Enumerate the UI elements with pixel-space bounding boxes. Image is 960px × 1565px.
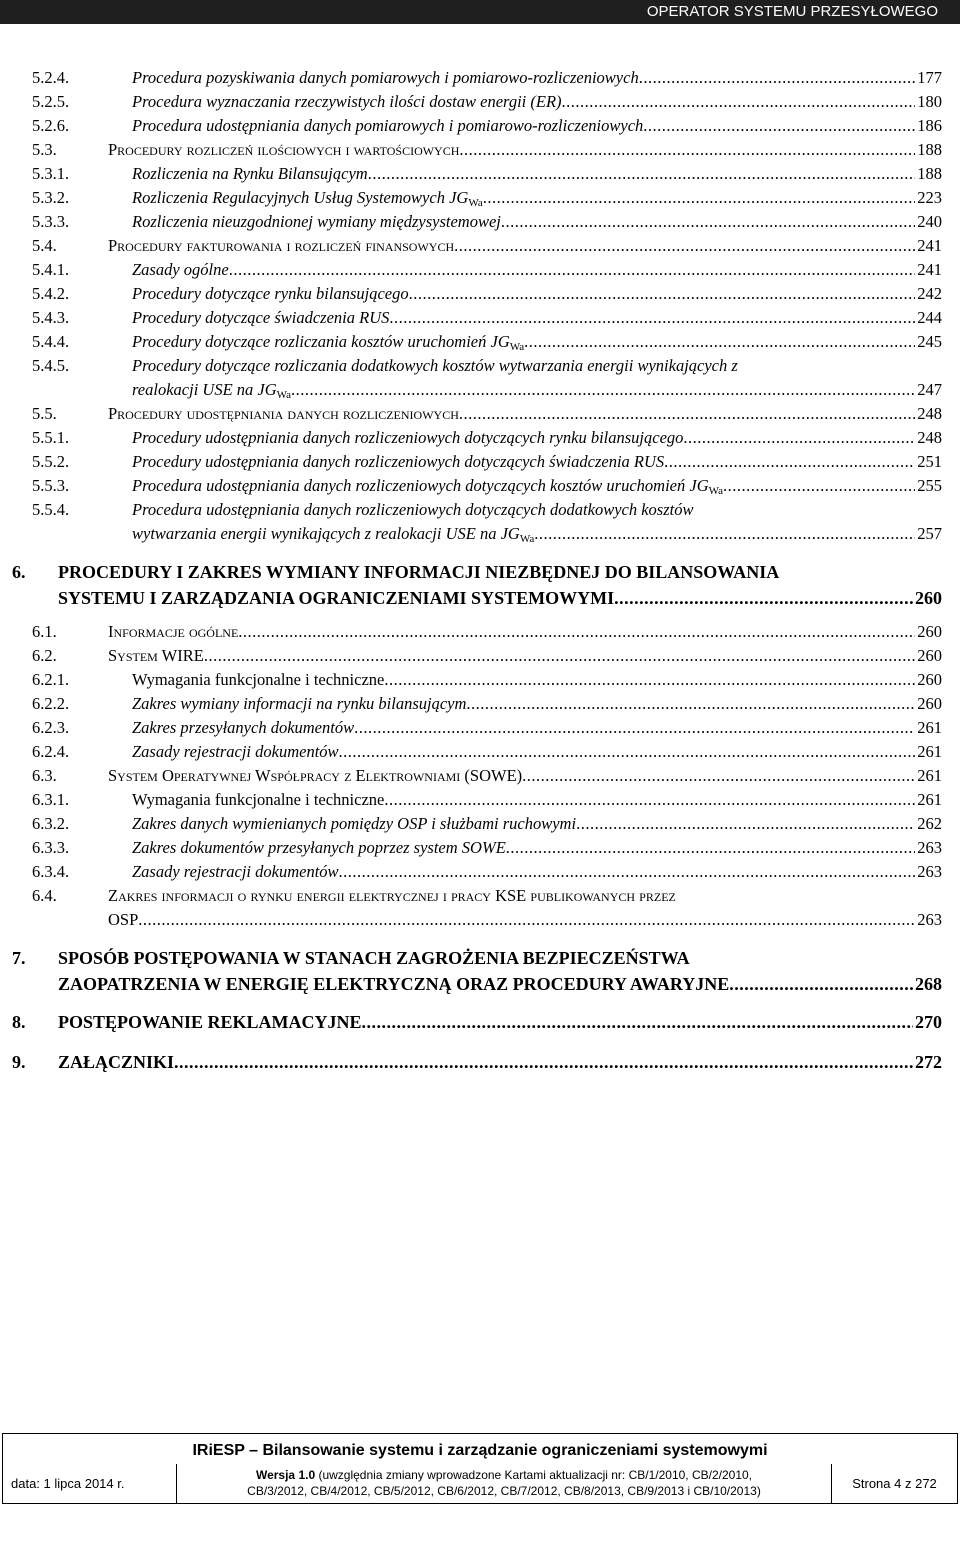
toc-entry-number: 5.3. [32,140,57,159]
toc-entry-title-text: System Operatywnej Współpracy z Elektrowniami (SOWE) [108,766,523,785]
toc-entry-number: 5.5.1. [32,428,70,447]
toc-entry-page: 261 [917,790,942,809]
toc-entry-page: 268 [915,974,942,994]
toc-entry-title-text: Procedury rozliczeń ilościowych i wartościowych [108,140,460,159]
toc-entry-number: 6.1. [32,622,57,641]
toc-entry-title: Zakres informacji o rynku energii elektrycznej i pracy KSE publikowanych przez [108,886,676,905]
toc-entry[interactable] [0,330,960,354]
toc-entry-page: 260 [917,694,942,713]
toc-entry-page: 188 [917,140,942,159]
toc-entry-title-text: Rozliczenia na Rynku Bilansującym [132,164,368,183]
toc-entry[interactable] [0,620,960,644]
toc-entry-number: 5.4.4. [32,332,70,351]
toc-entry[interactable] [0,860,960,884]
toc-entry-number: 5.5. [32,404,57,423]
toc-entry-title [132,162,368,186]
toc-entry-number: 5.4.5. [32,356,70,375]
toc-entry[interactable] [0,114,960,138]
toc-entry-page: 260 [917,646,942,665]
toc-entry-number: 6.3.4. [32,862,70,881]
toc-entry-title: Procedury dotyczące rozliczania dodatkowych kosztów wytwarzania energii wynikających z [132,356,738,375]
page-footer [0,1433,960,1565]
footer-version-label: Wersja 1.0 [255,1468,316,1483]
toc-entry[interactable] [0,426,960,450]
toc-entry-title-text: ZAŁĄCZNIKI [58,1052,175,1072]
toc-entry-title-text: Procedura udostępniania danych pomiarowych i pomiarowo-rozliczeniowych [132,116,644,135]
toc-entry-number: 8. [12,1012,26,1032]
toc-entry-title [108,764,522,788]
toc-entry[interactable] [0,812,960,836]
toc-entry-page: 251 [917,452,942,471]
toc-entry[interactable] [0,884,960,929]
toc-leader-dots [291,378,915,402]
toc-entry-page: 244 [917,308,942,327]
toc-entry-number: 5.4. [32,236,57,255]
toc-entry-title-continued-text: SYSTEMU I ZARZĄDZANIA OGRANICZENIAMI SYSTEMOWYMI [58,588,615,608]
toc-leader-dots [643,114,915,138]
toc-entry-subscript: Wa [276,389,292,401]
toc-entry-title: SPOSÓB POSTĘPOWANIA W STANACH ZAGROŻENIA BEZPIECZEŃSTWA [58,948,690,968]
toc-leader-dots [501,210,915,234]
toc-entry-page: 245 [917,332,942,351]
footer-table [2,1433,958,1504]
toc-entry-page: 260 [917,622,942,641]
toc-entry-title-text: Procedury udostępniania danych rozliczeniowych dotyczących rynku bilansującego [132,428,684,447]
toc-leader-dots [683,426,915,450]
toc-entry[interactable] [0,740,960,764]
toc-entry-title-continued-text: realokacji USE na JG [132,380,277,399]
toc-entry-page: 241 [917,236,942,255]
toc-entry-title-text: Procedury fakturowania i rozliczeń finansowych [108,236,455,255]
toc-entry-title-text: Procedury dotyczące świadczenia RUS [132,308,390,327]
toc-entry-title-text: Procedura udostępniania danych rozliczeniowych dotyczących kosztów uruchomień JG [132,476,709,495]
toc-entry-title [132,668,384,692]
toc-entry-title-text: Procedury dotyczące rozliczania kosztów uruchomień JG [132,332,510,351]
toc-entry-title [108,402,459,426]
toc-entry-page: 242 [917,284,942,303]
toc-leader-dots [466,692,915,716]
toc-entry-page: 260 [917,670,942,689]
toc-entry-page: 186 [917,116,942,135]
toc-entry-number: 6.3.3. [32,838,70,857]
toc-entry-subscript: Wa [708,485,724,497]
toc-entry-title [132,282,409,306]
toc-entry[interactable] [0,402,960,426]
toc-entry-title-text: POSTĘPOWANIE REKLAMACYJNE [58,1012,362,1032]
toc-entry-number: 5.4.2. [32,284,70,303]
toc-entry[interactable] [0,836,960,860]
toc-entry-subscript: Wa [468,197,483,209]
toc-entry[interactable] [0,450,960,474]
toc-entry[interactable] [0,644,960,668]
toc-leader-dots [459,402,915,426]
toc-leader-dots [204,644,915,668]
toc-entry-title-text: Zakres dokumentów przesyłanych poprzez system SOWE [132,838,506,857]
toc-entry-page: 261 [917,718,942,737]
footer-version [177,1464,832,1504]
toc-leader-dots [384,788,915,812]
toc-entry-number: 5.2.4. [32,68,70,87]
footer-version-text: (uwzględnia zmiany wprowadzone Kartami aktualizacji nr: CB/1/2010, CB/2/2010, [315,1468,753,1483]
toc-leader-dots [384,668,915,692]
toc-entry-page: 261 [917,742,942,761]
toc-entry-page: 272 [915,1052,942,1072]
toc-entry-title [132,90,562,114]
toc-entry-title [108,138,459,162]
toc-entry-number: 6.4. [32,886,57,905]
toc-entry-page: 263 [917,862,942,881]
toc-leader-dots [639,66,916,90]
toc-entry[interactable] [0,210,960,234]
toc-leader-dots [664,450,915,474]
toc-entry-title-continued [58,586,614,610]
footer-version-text-2: CB/3/2012, CB/4/2012, CB/5/2012, CB/6/2012, CB/7/2012, CB/8/2013, CB/9/2013 i CB/10/2013) [247,1484,761,1499]
toc-entry-title-text: Zakres wymiany informacji na rynku bilansującym [132,694,467,713]
toc-entry-number: 6.2. [32,646,57,665]
toc-entry-page: 261 [917,766,942,785]
toc-entry-title-text: Zasady ogólne [132,260,229,279]
toc-entry[interactable] [0,282,960,306]
toc-leader-dots [354,716,915,740]
toc-entry-title [132,114,643,138]
toc-entry[interactable] [0,946,960,996]
toc-leader-dots [368,162,916,186]
toc-leader-dots [522,764,915,788]
toc-entry-title-continued [58,972,729,996]
toc-entry-number: 5.5.3. [32,476,70,495]
toc-leader-dots [389,306,915,330]
toc-entry-number: 6.3.1. [32,790,70,809]
toc-entry-title: PROCEDURY I ZAKRES WYMIANY INFORMACJI NIEZBĘDNEJ DO BILANSOWANIA [58,562,780,582]
toc-leader-dots [174,1050,913,1074]
toc-entry-subscript: Wa [519,533,535,545]
toc-entry-title-text: Wymagania funkcjonalne i techniczne [132,790,385,809]
toc-entry-title-text: System WIRE [108,646,204,665]
toc-leader-dots [454,234,915,258]
toc-entry-number: 5.5.4. [32,500,70,519]
toc-entry-title-text: Procedura pozyskiwania danych pomiarowych i pomiarowo-rozliczeniowych [132,68,639,87]
toc-entry-page: 248 [917,428,942,447]
toc-entry-number: 6.2.3. [32,718,70,737]
toc-entry[interactable] [0,90,960,114]
toc-entry-title-continued [132,522,534,551]
toc-entry-title [132,210,501,234]
toc-entry-title-text: Procedura wyznaczania rzeczywistych ilości dostaw energii (ER) [132,92,562,111]
toc-leader-dots [534,522,915,546]
toc-entry[interactable] [0,716,960,740]
toc-entry-title-text: Zakres danych wymienianych pomiędzy OSP i służbami ruchowymi [132,814,577,833]
toc-leader-dots [562,90,916,114]
footer-document-title: IRiESP – Bilansowanie systemu i zarządzanie ograniczeniami systemowymi [3,1434,958,1464]
toc-entry-title-continued [108,908,138,932]
toc-leader-dots [238,620,915,644]
toc-entry-page: 263 [917,838,942,857]
toc-leader-dots [614,586,913,610]
toc-entry-title-continued-text: wytwarzania energii wynikających z realokacji USE na JG [132,524,520,543]
toc-entry-page: 180 [917,92,942,111]
toc-entry-number: 6.3. [32,766,57,785]
toc-entry-title-text: Rozliczenia nieuzgodnionej wymiany międzysystemowej [132,212,501,231]
toc-leader-dots [506,836,915,860]
toc-entry[interactable] [0,138,960,162]
toc-entry-number: 5.3.2. [32,188,70,207]
toc-entry-number: 5.3.1. [32,164,70,183]
toc-entry-title [108,234,454,258]
toc-entry-page: 260 [915,588,942,608]
toc-entry-title-text: Rozliczenia Regulacyjnych Usług Systemowych JG [132,188,469,207]
toc-entry-title [132,836,506,860]
toc-entry-title [132,716,354,740]
toc-entry-page: 255 [917,476,942,495]
toc-entry-page: 188 [917,164,942,183]
toc-entry-title-text: Procedury dotyczące rynku bilansującego [132,284,409,303]
toc-entry[interactable] [0,162,960,186]
toc-entry-title-text: Zasady rejestracji dokumentów [132,862,339,881]
toc-entry-title [58,1010,362,1034]
toc-entry-title [108,644,204,668]
toc-entry[interactable] [0,764,960,788]
toc-entry-page: 247 [917,380,942,399]
toc-entry-number: 6. [12,562,26,582]
footer-date: data: 1 lipca 2014 r. [3,1464,177,1504]
running-header [0,0,960,24]
toc-entry-title-text: Procedury udostępniania danych rozliczeniowych [108,404,459,423]
toc-leader-dots [138,908,915,932]
toc-entry-number: 5.3.3. [32,212,70,231]
toc-entry-title [132,692,466,716]
toc-entry-title [132,426,683,450]
toc-entry-number: 7. [12,948,26,968]
toc-leader-dots [229,258,916,282]
toc-entry-title-text: Zasady rejestracji dokumentów [132,742,339,761]
toc-entry-title [58,1050,174,1074]
toc-entry-title [132,860,339,884]
toc-entry-page: 240 [917,212,942,231]
toc-leader-dots [524,330,915,354]
toc-entry-page: 223 [917,188,942,207]
toc-entry-title-continued-text: ZAOPATRZENIA W ENERGIĘ ELEKTRYCZNĄ ORAZ PROCEDURY AWARYJNE [58,974,730,994]
toc-entry-page: 248 [917,404,942,423]
toc-entry-page: 262 [917,814,942,833]
toc-leader-dots [729,972,913,996]
toc-entry[interactable] [0,354,960,401]
toc-leader-dots [576,812,915,836]
toc-leader-dots [409,282,916,306]
toc-entry-title: Procedura udostępniania danych rozliczeniowych dotyczących dodatkowych kosztów [132,500,694,519]
toc-entry-number: 5.2.6. [32,116,70,135]
toc-entry-title [132,450,664,474]
toc-entry-title-continued-text: OSP [108,910,139,929]
toc-entry[interactable] [0,186,960,210]
toc-entry-title-text: Informacje ogólne [108,622,239,641]
toc-entry[interactable] [0,788,960,812]
toc-entry[interactable] [0,560,960,610]
toc-entry-number: 6.2.4. [32,742,70,761]
toc-entry-title-text: Procedury udostępniania danych rozliczeniowych dotyczących świadczenia RUS [132,452,665,471]
toc-entry-number: 5.2.5. [32,92,70,111]
toc-entry[interactable] [0,306,960,330]
toc-leader-dots [339,860,916,884]
toc-entry[interactable] [0,258,960,282]
toc-entry[interactable] [0,234,960,258]
toc-entry-subscript: Wa [509,341,525,353]
toc-entry-title [132,66,639,90]
toc-leader-dots [339,740,916,764]
toc-entry-title [132,258,229,282]
toc-entry[interactable] [0,1050,960,1076]
toc-entry[interactable] [0,498,960,545]
operator-title: OPERATOR SYSTEMU PRZESYŁOWEGO [646,3,938,20]
toc-entry[interactable] [0,1010,960,1036]
toc-entry-page: 177 [917,68,942,87]
toc-leader-dots [723,474,915,498]
toc-entry-title-text: Wymagania funkcjonalne i techniczne [132,670,385,689]
toc-entry-title [132,306,389,330]
toc-leader-dots [483,186,916,210]
toc-entry-page: 257 [917,524,942,543]
toc-entry[interactable] [0,692,960,716]
toc-entry-title [132,740,339,764]
toc-entry-title [108,620,238,644]
toc-entry[interactable] [0,668,960,692]
toc-entry[interactable] [0,474,960,498]
toc-entry-title [132,812,576,836]
toc-entry[interactable] [0,66,960,90]
toc-entry-number: 6.2.1. [32,670,70,689]
toc-entry-page: 270 [915,1012,942,1032]
toc-entry-number: 6.2.2. [32,694,70,713]
toc-entry-number: 6.3.2. [32,814,70,833]
toc-entry-page: 263 [917,910,942,929]
toc-entry-page: 241 [917,260,942,279]
toc-leader-dots [362,1010,913,1034]
toc-entry-number: 5.4.1. [32,260,70,279]
toc-entry-number: 9. [12,1052,26,1072]
toc-entry-number: 5.5.2. [32,452,70,471]
toc-entry-number: 5.4.3. [32,308,70,327]
toc-entry-title-text: Zakres przesyłanych dokumentów [132,718,355,737]
toc-entry-title [132,788,384,812]
footer-page-number: Strona 4 z 272 [832,1464,958,1504]
toc-leader-dots [459,138,915,162]
